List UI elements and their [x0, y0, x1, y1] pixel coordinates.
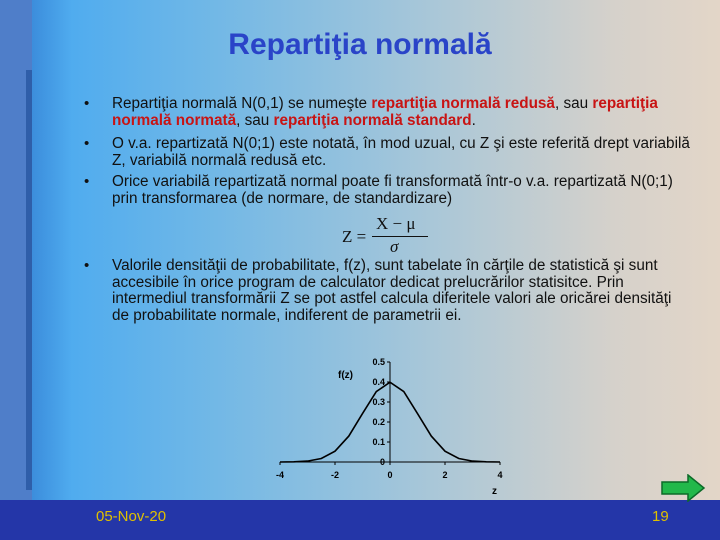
x-tick-label: 2	[442, 470, 448, 480]
x-axis-label: z	[492, 486, 497, 497]
text-span: , sau	[236, 111, 274, 129]
y-tick-label: 0.5	[372, 357, 385, 367]
y-tick-label: 0	[379, 457, 385, 467]
x-tick-label: 4	[497, 470, 503, 480]
left-decor-shade	[32, 0, 72, 540]
normal-density-chart	[266, 352, 516, 502]
text-span: O v.a. repartizată N(0;1) este notată, în mod uzual, cu Z şi este referită drept variabilă Z, variabilă normală redusă etc.	[112, 135, 690, 169]
x-tick-label: -2	[330, 470, 340, 480]
bullet-text-3	[112, 174, 692, 207]
text-span: Repartiţia normală N(0,1) se numeşte	[112, 95, 372, 112]
text-span: .	[471, 111, 476, 129]
formula-numerator: X − μ	[376, 214, 416, 233]
text-span: , sau	[554, 95, 593, 112]
formula-lhs: Z =	[342, 227, 367, 246]
standardization-formula	[342, 214, 452, 258]
slide-title: Repartiţia normală	[228, 28, 492, 61]
bullet-marker: •	[84, 95, 90, 112]
fraction-bar	[372, 236, 428, 237]
bullet-marker: •	[84, 135, 90, 152]
bullet-text-4	[112, 258, 692, 324]
x-tick-label: -4	[275, 470, 285, 480]
bullet-text-2	[112, 136, 692, 169]
formula-denominator: σ	[390, 237, 399, 256]
bullet-text-1	[112, 96, 692, 129]
next-slide-button[interactable]	[660, 474, 706, 502]
y-tick-label: 0.3	[372, 397, 385, 407]
footer-date: 05-Nov-20	[96, 508, 167, 525]
x-tick-label: 0	[387, 470, 393, 480]
highlight-text: repartiţia normală standard	[273, 111, 472, 129]
chart-svg	[266, 352, 516, 502]
y-tick-label: 0.1	[372, 437, 385, 447]
highlight-text: repartiţia normală normată	[112, 95, 658, 129]
bullet-marker: •	[84, 257, 90, 274]
y-tick-label: 0.4	[372, 377, 385, 387]
text-span: Orice variabilă repartizată normal poate fi transformată într‑o v.a. repartizată N(0;1) prin transformarea (de normare, de standardizare)	[112, 173, 673, 207]
bullet-marker: •	[84, 173, 90, 190]
right-arrow-icon	[660, 474, 706, 502]
y-axis-label: f(z)	[338, 370, 353, 381]
text-span: Valorile densităţii de probabilitate, f(z), sunt tabelate în cărţile de statistică şi sunt accesibile în orice program de calculator dedicat prelucrărilor statisitce. Prin intermediul transformării Z se pot astfel calcula diferitele valori ale oricărei densităţi de probabilitate normale, indiferent de parametrii ei.	[112, 257, 672, 324]
y-tick-label: 0.2	[372, 417, 385, 427]
highlight-text: repartiţia normală redusă	[371, 95, 555, 112]
page-number: 19	[652, 508, 669, 525]
